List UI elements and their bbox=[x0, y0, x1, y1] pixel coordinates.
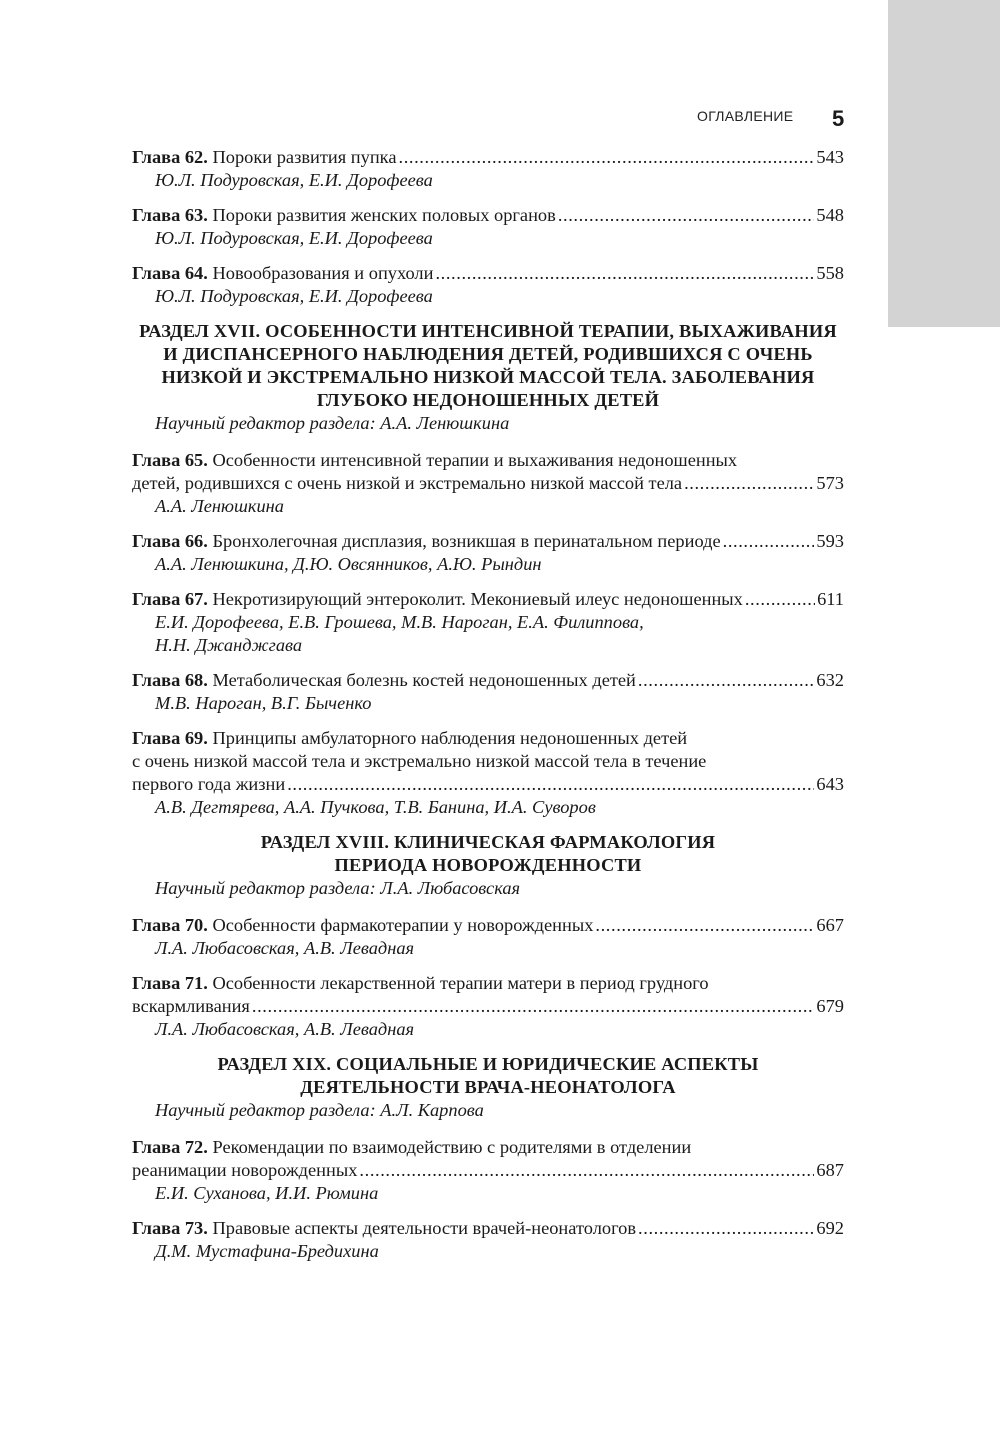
chapter-side-tab bbox=[888, 0, 1000, 327]
toc-entry-ch63[interactable] bbox=[132, 204, 844, 250]
page-ref: 558 bbox=[816, 263, 844, 283]
page-ref: 692 bbox=[816, 1218, 844, 1238]
page-ref: 687 bbox=[816, 1160, 844, 1180]
chapter-title-line: Особенности лекарственной терапии матери в период грудного bbox=[212, 973, 709, 993]
section-editor: Научный редактор раздела: А.А. Ленюшкина bbox=[155, 413, 510, 433]
running-title: ОГЛАВЛЕНИЕ bbox=[697, 108, 794, 124]
dot-leader bbox=[638, 1217, 814, 1240]
chapter-label: Глава 65. bbox=[132, 450, 208, 470]
dot-leader bbox=[558, 204, 815, 227]
dot-leader bbox=[435, 262, 814, 285]
chapter-title-line: детей, родившихся с очень низкой и экстремально низкой массой тела bbox=[132, 473, 683, 493]
toc-entry-ch64[interactable] bbox=[132, 262, 844, 308]
chapter-authors: Ю.Л. Подуровская, Е.И. Дорофеева bbox=[155, 170, 433, 190]
toc-section-xviii[interactable] bbox=[132, 831, 844, 900]
dot-leader bbox=[723, 530, 815, 553]
chapter-title-line: с очень низкой массой тела и экстремально низкой массой тела в течение bbox=[132, 751, 707, 771]
section-title: РАЗДЕЛ XIX. СОЦИАЛЬНЫЕ И ЮРИДИЧЕСКИЕ АСПЕКТЫ ДЕЯТЕЛЬНОСТИ ВРАЧА-НЕОНАТОЛОГА bbox=[217, 1054, 759, 1097]
chapter-authors: А.А. Ленюшкина, Д.Ю. Овсянников, А.Ю. Рындин bbox=[155, 554, 542, 574]
toc-entry-ch68[interactable] bbox=[132, 669, 844, 715]
page-ref: 543 bbox=[816, 147, 844, 167]
chapter-title-line: Принципы амбулаторного наблюдения недоношенных детей bbox=[212, 728, 688, 748]
page-ref: 643 bbox=[816, 774, 844, 794]
dot-leader bbox=[595, 914, 814, 937]
page-ref: 679 bbox=[816, 996, 844, 1016]
page-ref: 611 bbox=[817, 589, 844, 609]
toc-entry-ch70[interactable] bbox=[132, 914, 844, 960]
toc-section-xix[interactable] bbox=[132, 1053, 844, 1122]
chapter-authors: Ю.Л. Подуровская, Е.И. Дорофеева bbox=[155, 228, 433, 248]
chapter-title: Новообразования и опухоли bbox=[212, 263, 434, 283]
chapter-title: Пороки развития пупка bbox=[212, 147, 397, 167]
chapter-label: Глава 63. bbox=[132, 205, 208, 225]
chapter-authors: Д.М. Мустафина-Бредихина bbox=[155, 1241, 379, 1261]
chapter-authors: Ю.Л. Подуровская, Е.И. Дорофеева bbox=[155, 286, 433, 306]
chapter-title-line: Рекомендации по взаимодействию с родителями в отделении bbox=[212, 1137, 692, 1157]
chapter-authors: Л.А. Любасовская, А.В. Левадная bbox=[155, 938, 415, 958]
chapter-authors: Е.И. Суханова, И.И. Рюмина bbox=[155, 1183, 379, 1203]
toc-entry-ch72[interactable] bbox=[132, 1136, 844, 1205]
chapter-label: Глава 71. bbox=[132, 973, 208, 993]
table-of-contents bbox=[132, 146, 844, 1275]
toc-entry-ch67[interactable] bbox=[132, 588, 844, 657]
dot-leader bbox=[359, 1159, 814, 1182]
page-number: 5 bbox=[832, 106, 845, 131]
chapter-authors: А.В. Дегтярева, А.А. Пучкова, Т.В. Банина, И.А. Суворов bbox=[155, 797, 596, 817]
chapter-title-line: первого года жизни bbox=[132, 774, 286, 794]
toc-entry-ch69[interactable] bbox=[132, 727, 844, 819]
toc-entry-ch65[interactable] bbox=[132, 449, 844, 518]
page-ref: 632 bbox=[816, 670, 844, 690]
page-ref: 548 bbox=[816, 205, 844, 225]
dot-leader bbox=[638, 669, 815, 692]
chapter-title: Бронхолегочная дисплазия, возникшая в перинатальном периоде bbox=[212, 531, 721, 551]
page-ref: 593 bbox=[816, 531, 844, 551]
chapter-authors: Н.Н. Джанджгава bbox=[155, 635, 303, 655]
chapter-title: Метаболическая болезнь костей недоношенных детей bbox=[212, 670, 636, 690]
chapter-title: Правовые аспекты деятельности врачей-неонатологов bbox=[212, 1218, 637, 1238]
chapter-label: Глава 72. bbox=[132, 1137, 208, 1157]
chapter-authors: А.А. Ленюшкина bbox=[155, 496, 284, 516]
section-title: РАЗДЕЛ XVII. ОСОБЕННОСТИ ИНТЕНСИВНОЙ ТЕРАПИИ, ВЫХАЖИВАНИЯ И ДИСПАНСЕРНОГО НАБЛЮДЕНИЯ ДЕТЕЙ, РОДИВШИХСЯ С ОЧЕНЬ НИЗКОЙ И ЭКСТРЕМАЛЬНО НИЗКОЙ МАССОЙ ТЕЛА. ЗАБОЛЕВАНИЯ ГЛУБОКО НЕДОНОШЕННЫХ ДЕТЕЙ bbox=[139, 321, 837, 410]
chapter-title-line: реанимации новорожденных bbox=[132, 1160, 358, 1180]
chapter-label: Глава 67. bbox=[132, 589, 208, 609]
section-editor: Научный редактор раздела: Л.А. Любасовская bbox=[155, 878, 521, 898]
dot-leader bbox=[252, 995, 815, 1018]
toc-entry-ch62[interactable] bbox=[132, 146, 844, 192]
dot-leader bbox=[287, 773, 814, 796]
chapter-label: Глава 73. bbox=[132, 1218, 208, 1238]
chapter-label: Глава 70. bbox=[132, 915, 208, 935]
chapter-title-line: Особенности интенсивной терапии и выхаживания недоношенных bbox=[212, 450, 738, 470]
chapter-authors: Л.А. Любасовская, А.В. Левадная bbox=[155, 1019, 415, 1039]
page-ref: 667 bbox=[816, 915, 844, 935]
toc-entry-ch66[interactable] bbox=[132, 530, 844, 576]
chapter-title-line: вскармливания bbox=[132, 996, 250, 1016]
chapter-label: Глава 68. bbox=[132, 670, 208, 690]
chapter-label: Глава 66. bbox=[132, 531, 208, 551]
chapter-title: Некротизирующий энтероколит. Мекониевый илеус недоношенных bbox=[212, 589, 743, 609]
chapter-authors: М.В. Нароган, В.Г. Быченко bbox=[155, 693, 372, 713]
chapter-label: Глава 64. bbox=[132, 263, 208, 283]
dot-leader bbox=[399, 146, 815, 169]
toc-section-xvii[interactable] bbox=[132, 320, 844, 435]
chapter-label: Глава 62. bbox=[132, 147, 208, 167]
dot-leader bbox=[684, 472, 814, 495]
section-editor: Научный редактор раздела: А.Л. Карпова bbox=[155, 1100, 484, 1120]
chapter-title: Особенности фармакотерапии у новорожденных bbox=[212, 915, 594, 935]
toc-entry-ch73[interactable] bbox=[132, 1217, 844, 1263]
chapter-authors: Е.И. Дорофеева, Е.В. Грошева, М.В. Нароган, Е.А. Филиппова, bbox=[155, 612, 644, 632]
page-ref: 573 bbox=[816, 473, 844, 493]
chapter-title: Пороки развития женских половых органов bbox=[212, 205, 556, 225]
dot-leader bbox=[745, 588, 815, 611]
section-title: РАЗДЕЛ XVIII. КЛИНИЧЕСКАЯ ФАРМАКОЛОГИЯ ПЕРИОДА НОВОРОЖДЕННОСТИ bbox=[260, 832, 716, 875]
toc-entry-ch71[interactable] bbox=[132, 972, 844, 1041]
chapter-label: Глава 69. bbox=[132, 728, 208, 748]
